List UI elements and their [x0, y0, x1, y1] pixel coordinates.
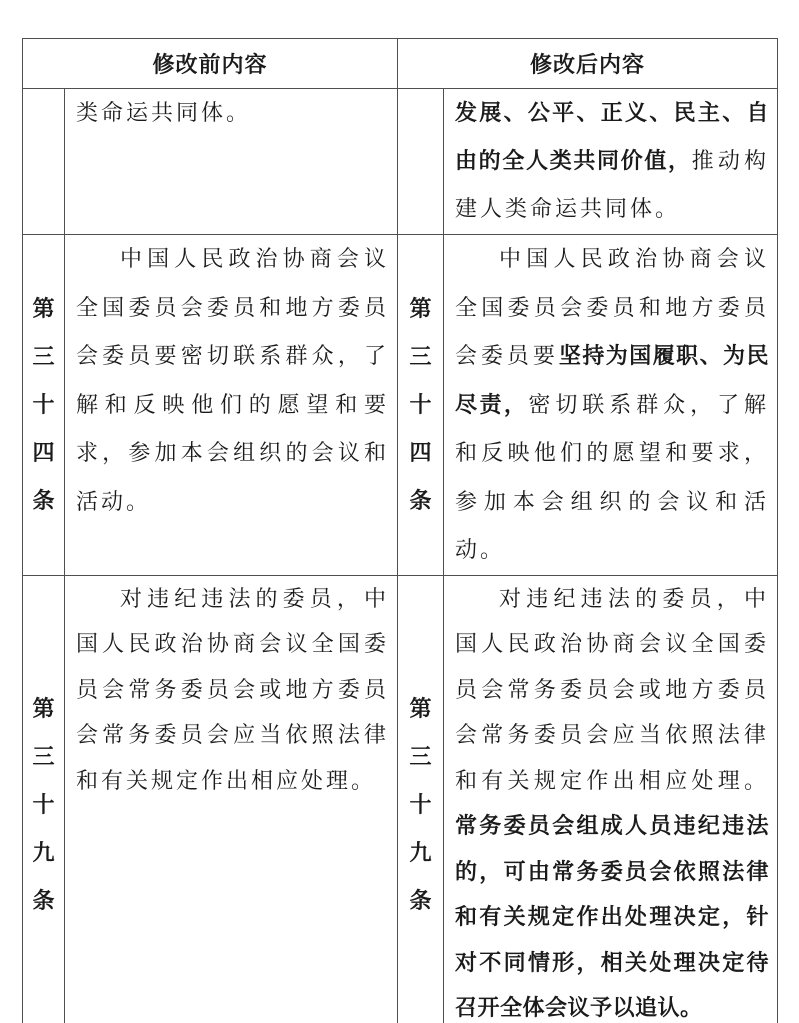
text-segment: 对违纪违法的委员，中国人民政治协商会议全国委员会常务委员会或地方委员会常务委员会应当依照法律和有关规定作出相应处理。	[76, 585, 390, 793]
before-content-cell	[65, 89, 398, 235]
article-number-after: 第三十四条	[398, 235, 444, 576]
article-number-before: 第三十九条	[23, 575, 65, 1023]
text-segment: 密切联系群众，了解和反映他们的愿望和要求，参加本会组织的会议和活动。	[455, 391, 770, 562]
table-row	[23, 89, 778, 235]
header-after-content: 修改后内容	[398, 39, 778, 89]
article-number-after	[398, 89, 444, 235]
article-number-after: 第三十九条	[398, 575, 444, 1023]
text-segment: 发展、公平、正义、民主、自由的全人类共同价值，	[455, 100, 770, 173]
text-segment: 类命运共同体。	[76, 100, 252, 125]
before-content-cell	[65, 575, 398, 1023]
header-before-content: 修改前内容	[23, 39, 398, 89]
text-segment: 坚持为国履职、为民尽责，	[455, 343, 770, 417]
before-content-cell	[65, 235, 398, 576]
after-content-cell	[444, 235, 778, 576]
text-segment: 常务委员会组成人员违纪违法的，可由常务委员会依照法律和有关规定作出处理决定，针对不同情形，相关处理决定待召开全体会议予以追认。	[455, 813, 770, 1020]
after-content-cell	[444, 89, 778, 235]
after-content-cell	[444, 575, 778, 1023]
article-number-before: 第三十四条	[23, 235, 65, 576]
text-segment: 对违纪违法的委员，中国人民政治协商会议全国委员会常务委员会或地方委员会常务委员会应当依照法律和有关规定作出相应处理。	[455, 585, 770, 793]
table-header-row	[23, 39, 778, 89]
revision-comparison-table	[22, 38, 778, 1023]
table-row	[23, 235, 778, 576]
table-row	[23, 575, 778, 1023]
article-number-before	[23, 89, 65, 235]
text-segment: 中国人民政治协商会议全国委员会委员和地方委员会委员要密切联系群众，了解和反映他们的愿望和要求，参加本会组织的会议和活动。	[76, 246, 390, 514]
text-segment: 推动构建人类命运共同体。	[455, 148, 770, 221]
text-segment: 中国人民政治协商会议全国委员会委员和地方委员会委员要	[455, 246, 770, 368]
